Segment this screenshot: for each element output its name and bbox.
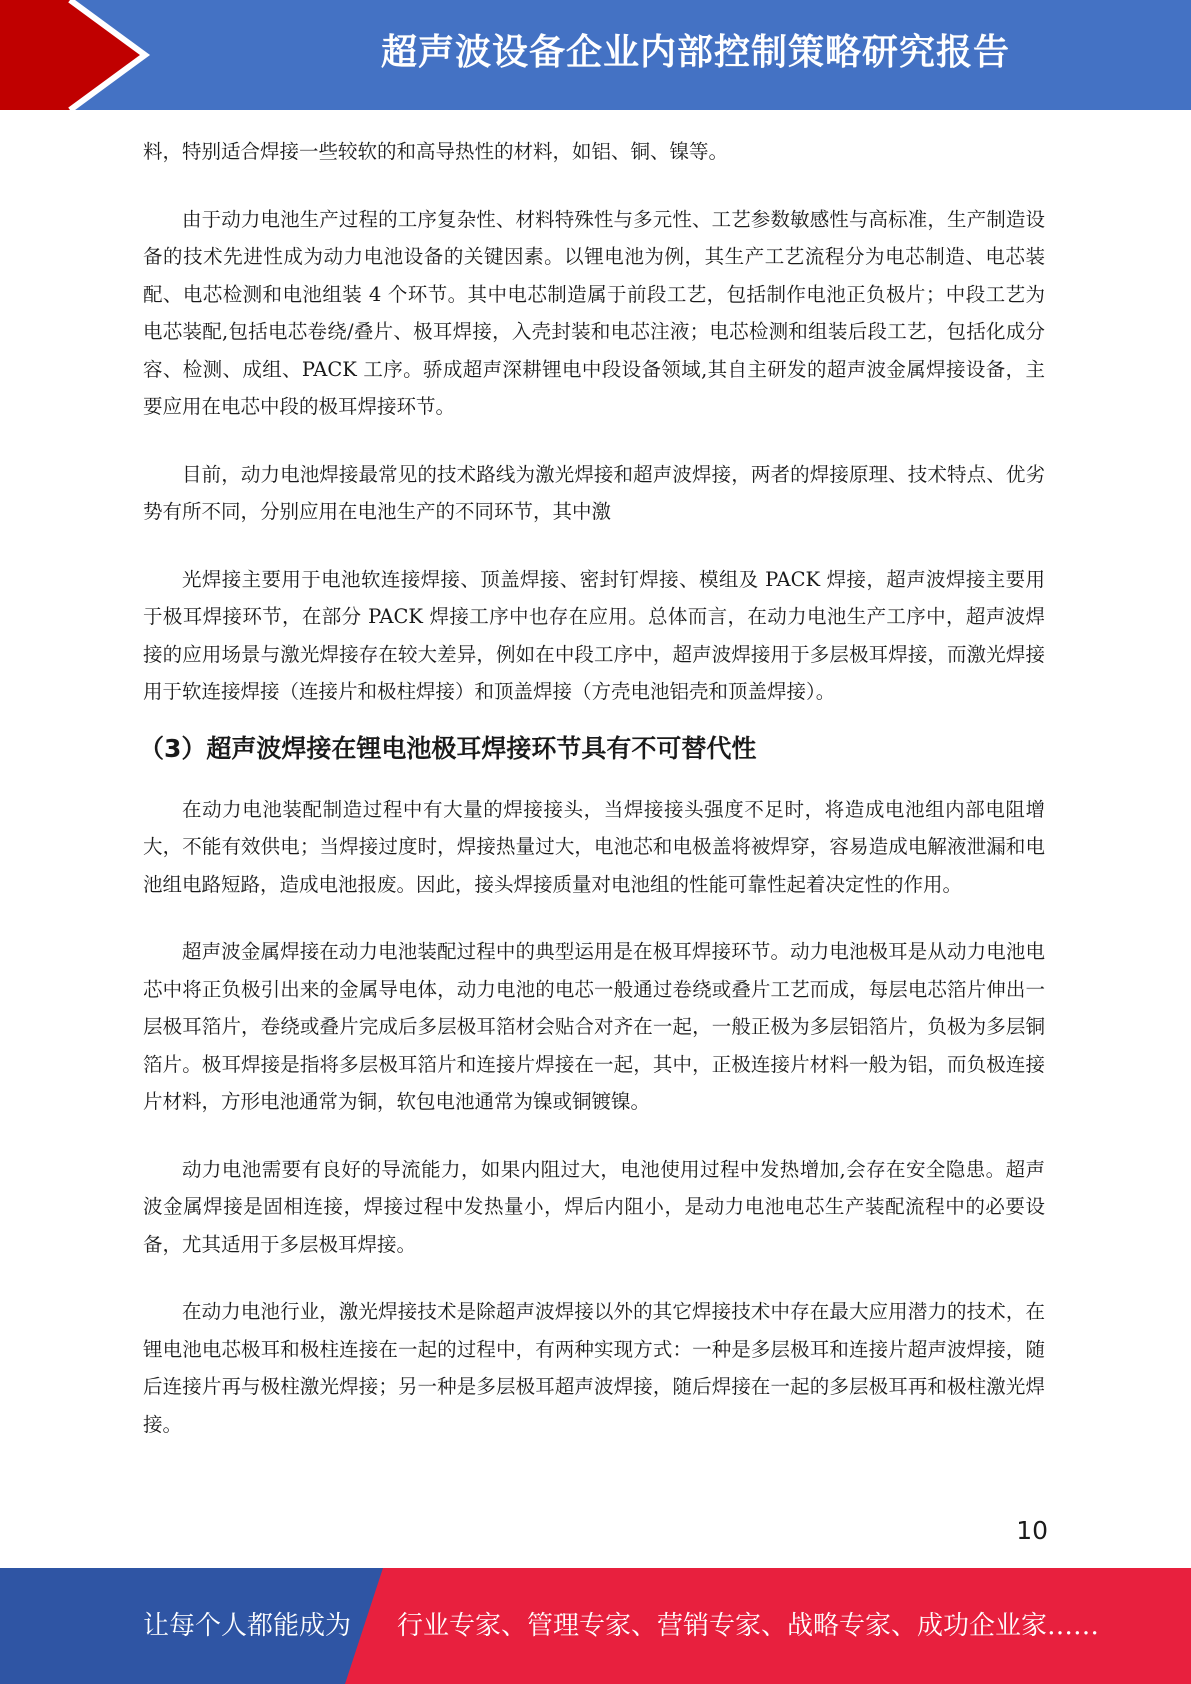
section-heading: （3）超声波焊接在锂电池极耳焊接环节具有不可替代性 bbox=[139, 733, 757, 763]
paragraph: 在动力电池装配制造过程中有大量的焊接接头，当焊接接头强度不足时，将造成电池组内部电阻增大，不能有效供电；当焊接过度时，焊接热量过大，电池芯和电极盖将被焊穿，容易造成电解液泄漏和电池组电路短路，造成电池报废。因此，接头焊接质量对电池组的性能可靠性起着决定性的作用。 bbox=[143, 797, 1045, 896]
page-content bbox=[139, 133, 1045, 1443]
document-title: 超声波设备企业内部控制策略研究报告 bbox=[380, 32, 1010, 73]
paragraph: 超声波金属焊接在动力电池装配过程中的典型运用是在极耳焊接环节。动力电池极耳是从动力电池电芯中将正负极引出来的金属导电体，动力电池的电芯一般通过卷绕或叠片工艺而成，每层电芯箔片伸出一层极耳箔片，卷绕或叠片完成后多层极耳箔材会贴合对齐在一起，一般正极为多层铝箔片，负极为多层铜箔片。极耳焊接是指将多层极耳箔片和连接片焊接在一起，其中，正极连接片材料一般为铝，而负极连接片材料，方形电池通常为铜，软包电池通常为镍或铜镀镍。 bbox=[143, 940, 1045, 1113]
paragraph: 由于动力电池生产过程的工序复杂性、材料特殊性与多元性、工艺参数敏感性与高标准，生产制造设备的技术先进性成为动力电池设备的关键因素。以锂电池为例，其生产工艺流程分为电芯制造、电芯装配、电芯检测和电池组装 4 个环节。其中电芯制造属于前段工艺，包括制作电池正负极片；中段工艺为电芯装配,包括电芯卷绕/叠片、极耳焊接，入壳封装和电芯注液；电芯检测和组装后段工艺，包括化成分容、检测、成组、PACK 工序。骄成超声深耕锂电中段设备领域,其自主研发的超声波金属焊接设备，主要应用在电芯中段的极耳焊接环节。 bbox=[143, 207, 1045, 418]
page-header bbox=[0, 0, 1191, 110]
paragraph: 动力电池需要有良好的导流能力，如果内阻过大，电池使用过程中发热增加,会存在安全隐患。超声波金属焊接是固相连接，焊接过程中发热量小，焊后内阻小，是动力电池电芯生产装配流程中的必要设备，尤其适用于多层极耳焊接。 bbox=[143, 1157, 1045, 1256]
paragraph: 目前，动力电池焊接最常见的技术路线为激光焊接和超声波焊接，两者的焊接原理、技术特点、优劣势有所不同，分别应用在电池生产的不同环节，其中激 bbox=[143, 462, 1045, 523]
paragraph: 光焊接主要用于电池软连接焊接、顶盖焊接、密封钉焊接、模组及 PACK 焊接，超声波焊接主要用于极耳焊接环节，在部分 PACK 焊接工序中也存在应用。总体而言，在动力电池生产工序中，超声波焊接的应用场景与激光焊接存在较大差异，例如在中段工序中，超声波焊接用于多层极耳焊接，而激光焊接用于软连接焊接（连接片和极柱焊接）和顶盖焊接（方壳电池铝壳和顶盖焊接）。 bbox=[143, 567, 1045, 703]
paragraph-continuation: 料，特别适合焊接一些较软的和高导热性的材料，如铝、铜、镍等。 bbox=[143, 140, 729, 163]
footer-slogan-left: 让每个人都能成为 bbox=[143, 1611, 352, 1641]
footer-slogan-right: 行业专家、管理专家、营销专家、战略专家、成功企业家…… bbox=[397, 1611, 1100, 1641]
page-number: 10 bbox=[1016, 1516, 1048, 1545]
page-footer bbox=[0, 1568, 1191, 1684]
paragraph: 在动力电池行业，激光焊接技术是除超声波焊接以外的其它焊接技术中存在最大应用潜力的技术，在锂电池电芯极耳和极柱连接在一起的过程中，有两种实现方式：一种是多层极耳和连接片超声波焊接，随后连接片再与极柱激光焊接；另一种是多层极耳超声波焊接，随后焊接在一起的多层极耳再和极柱激光焊接。 bbox=[143, 1300, 1045, 1436]
